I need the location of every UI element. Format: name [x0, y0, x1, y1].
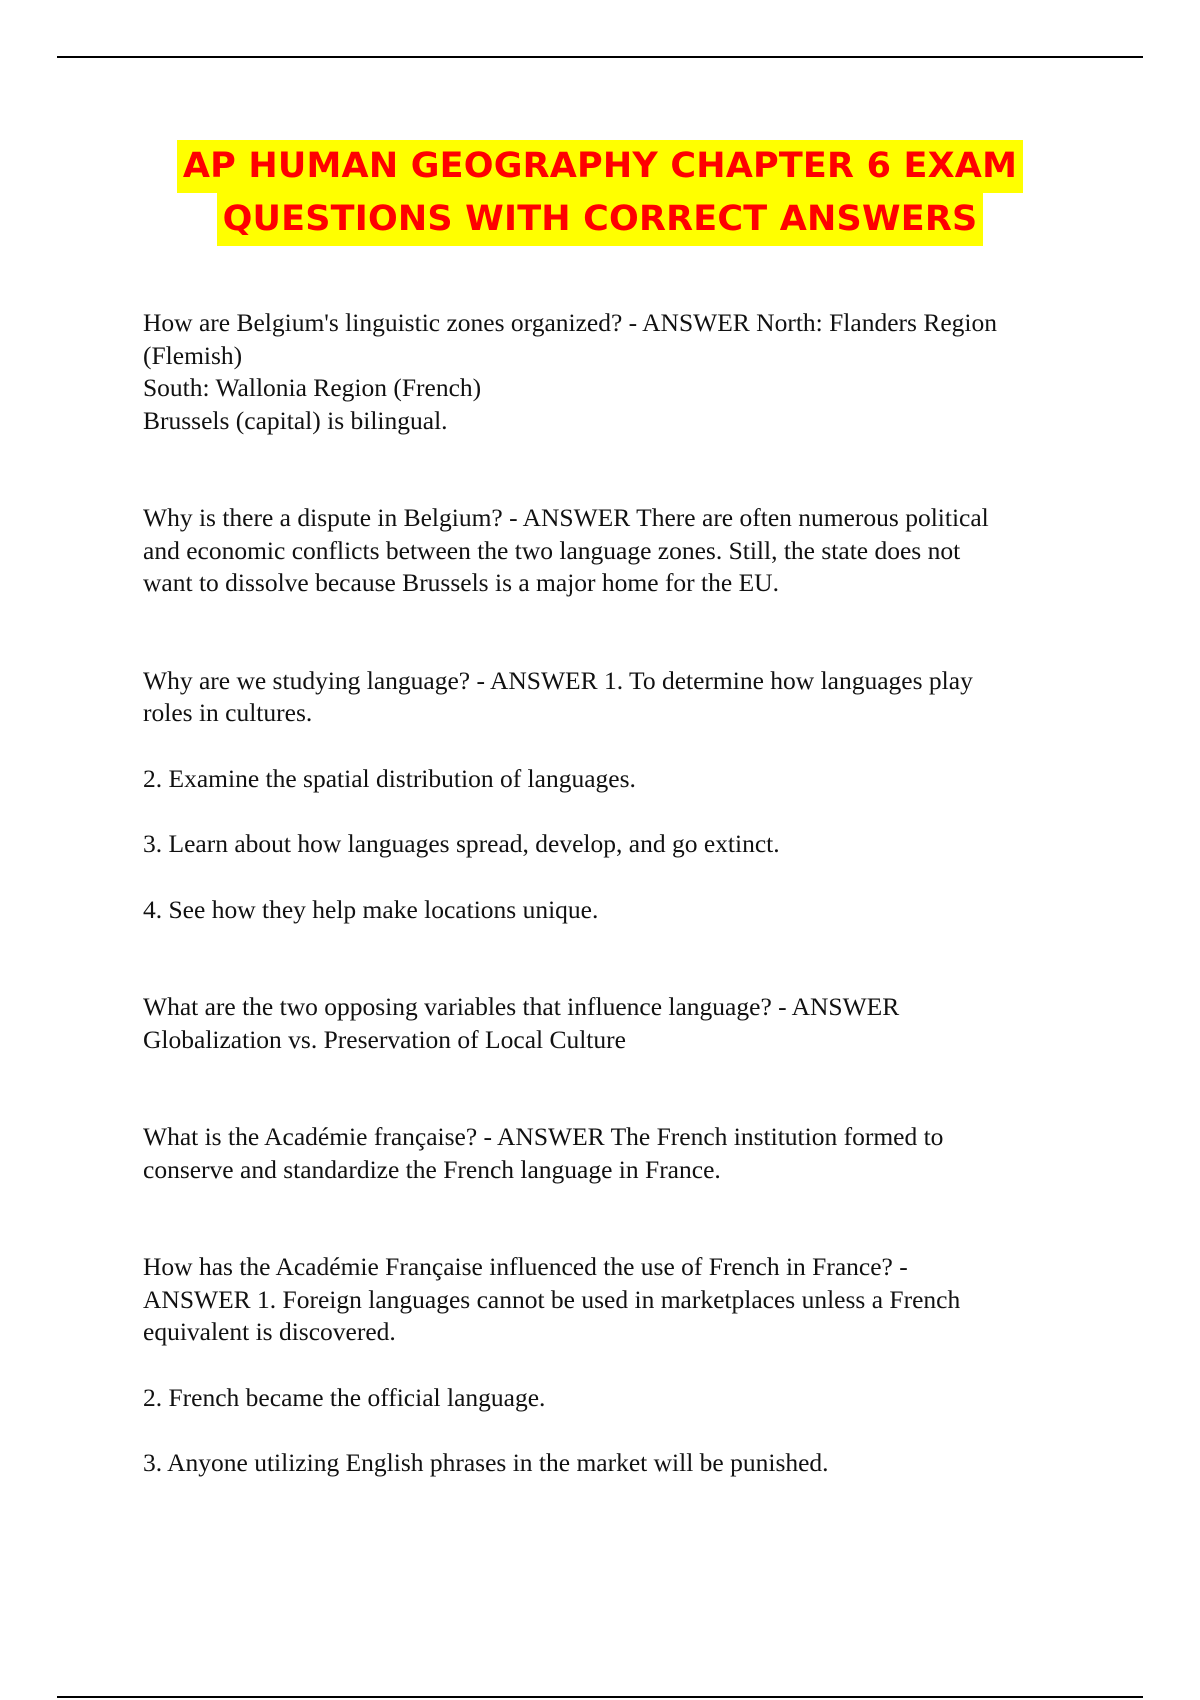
qa-line: ANSWER 1. Foreign languages cannot be used in marketplaces unless a French — [143, 1284, 961, 1314]
qa-opposing-variables — [143, 991, 1103, 1056]
qa-point: 2. French became the official language. — [143, 1382, 546, 1412]
qa-point: 3. Learn about how languages spread, develop, and go extinct. — [143, 829, 780, 858]
qa-line: How are Belgium's linguistic zones organized? - ANSWER North: Flanders Region — [143, 308, 997, 337]
qa-point: 4. See how they help make locations unique. — [143, 894, 599, 924]
qa-line: Why are we studying language? - ANSWER 1. To determine how languages play — [143, 665, 973, 695]
qa-line: How has the Académie Française influenced the use of French in France? - — [143, 1252, 908, 1281]
qa-line: want to dissolve because Brussels is a major home for the EU. — [143, 568, 779, 597]
qa-line: What is the Académie française? - ANSWER The French institution formed to — [143, 1122, 944, 1151]
document-body — [143, 307, 1103, 1480]
top-rule — [57, 56, 1143, 58]
qa-line: Why is there a dispute in Belgium? - ANSWER There are often numerous political — [143, 503, 989, 532]
title-line-2: QUESTIONS WITH CORRECT ANSWERS — [217, 193, 984, 246]
qa-studying-language — [143, 665, 1103, 927]
bottom-rule — [57, 1696, 1143, 1698]
qa-point: 2. Examine the spatial distribution of languages. — [143, 763, 636, 793]
qa-belgium-dispute — [143, 502, 1103, 600]
document-title — [0, 140, 1200, 246]
qa-line: Brussels (capital) is bilingual. — [143, 405, 448, 435]
qa-line: roles in cultures. — [143, 698, 313, 727]
qa-line: conserve and standardize the French language in France. — [143, 1154, 721, 1184]
title-line-1: AP HUMAN GEOGRAPHY CHAPTER 6 EXAM — [177, 140, 1023, 193]
qa-belgium-zones — [143, 307, 1103, 437]
qa-academie-francaise — [143, 1121, 1103, 1186]
qa-point: 3. Anyone utilizing English phrases in the market will be punished. — [143, 1448, 829, 1477]
qa-line: and economic conflicts between the two language zones. Still, the state does not — [143, 535, 961, 565]
qa-line: Globalization vs. Preservation of Local Culture — [143, 1024, 626, 1054]
qa-line: What are the two opposing variables that influence language? - ANSWER — [143, 992, 900, 1021]
qa-line: South: Wallonia Region (French) — [143, 373, 482, 402]
qa-line: (Flemish) — [143, 340, 243, 370]
qa-line: equivalent is discovered. — [143, 1317, 396, 1346]
qa-academie-influence — [143, 1251, 1103, 1480]
